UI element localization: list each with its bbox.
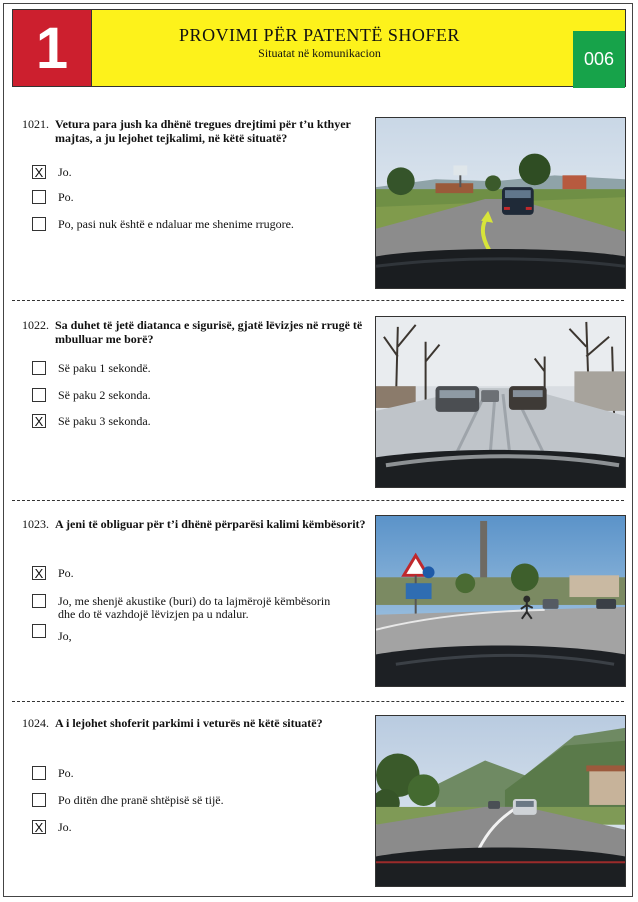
question-number: 1022. bbox=[22, 318, 49, 332]
answer-checkbox[interactable] bbox=[32, 361, 46, 375]
question-text: Vetura para jush ka dhënë tregues drejtimi për t’u kthyer majtas, a ju lejohet tejkalimi, në këtë situatë? bbox=[55, 117, 351, 145]
answer-checkbox[interactable]: X bbox=[32, 414, 46, 428]
answer-label: Po. bbox=[58, 566, 74, 580]
answer-label: Jo, bbox=[58, 629, 72, 643]
answer-checkbox[interactable] bbox=[32, 388, 46, 402]
question-number: 1023. bbox=[22, 517, 49, 531]
title-band bbox=[92, 9, 626, 87]
question-number: 1024. bbox=[22, 716, 49, 730]
answer-label: Së paku 3 sekonda. bbox=[58, 414, 151, 428]
question-text: Sa duhet të jetë diatanca e sigurisë, gjatë lëvizjes në rrugë të mbulluar me borë? bbox=[55, 318, 363, 346]
page-subtitle: Situatat në komunikacion bbox=[258, 46, 381, 60]
answer-checkbox[interactable] bbox=[32, 594, 46, 608]
answer-checkbox[interactable] bbox=[32, 793, 46, 807]
answer-checkbox[interactable] bbox=[32, 766, 46, 780]
situation-photo bbox=[375, 316, 626, 488]
category-number: 1 bbox=[12, 9, 92, 87]
mountain-road-illustration bbox=[376, 716, 625, 886]
answer-checkbox[interactable]: X bbox=[32, 820, 46, 834]
answer-label: Së paku 2 sekonda. bbox=[58, 388, 151, 402]
answer-checkbox[interactable]: X bbox=[32, 165, 46, 179]
road-scene-overtaking-illustration bbox=[376, 118, 625, 288]
answer-label: Po ditën dhe pranë shtëpisë së tijë. bbox=[58, 793, 224, 807]
answer-checkbox[interactable]: X bbox=[32, 566, 46, 580]
answer-checkbox[interactable] bbox=[32, 190, 46, 204]
pedestrian-crossing-illustration bbox=[376, 516, 625, 686]
situation-photo bbox=[375, 715, 626, 887]
answer-label: Jo. bbox=[58, 165, 72, 179]
answer-label: Së paku 1 sekondë. bbox=[58, 361, 151, 375]
answer-checkbox[interactable] bbox=[32, 217, 46, 231]
situation-photo bbox=[375, 117, 626, 289]
section-divider bbox=[12, 500, 624, 501]
answer-checkbox[interactable] bbox=[32, 624, 46, 638]
page-title: PROVIMI PËR PATENTË SHOFER bbox=[179, 25, 460, 45]
page-header bbox=[12, 9, 626, 87]
section-divider bbox=[12, 300, 624, 301]
question-text: A i lejohet shoferit parkimi i veturës në këtë situatë? bbox=[55, 716, 323, 730]
answer-label: Jo. bbox=[58, 820, 72, 834]
answer-label: Po. bbox=[58, 766, 74, 780]
question-number: 1021. bbox=[22, 117, 49, 131]
section-divider bbox=[12, 701, 624, 702]
situation-photo bbox=[375, 515, 626, 687]
answer-label: Jo, me shenjë akustike (buri) do ta lajmërojë këmbësorin dhe do të vazhdojë lëvizjen pa u ndalur. bbox=[58, 594, 331, 621]
answer-label: Po, pasi nuk është e ndaluar me shenime rrugore. bbox=[58, 217, 294, 231]
answer-label: Po. bbox=[58, 190, 74, 204]
snowy-road-illustration bbox=[376, 317, 625, 487]
page-code: 006 bbox=[573, 31, 625, 88]
question-text: A jeni të obliguar për t’i dhënë përparësi kalimi këmbësorit? bbox=[55, 517, 366, 531]
